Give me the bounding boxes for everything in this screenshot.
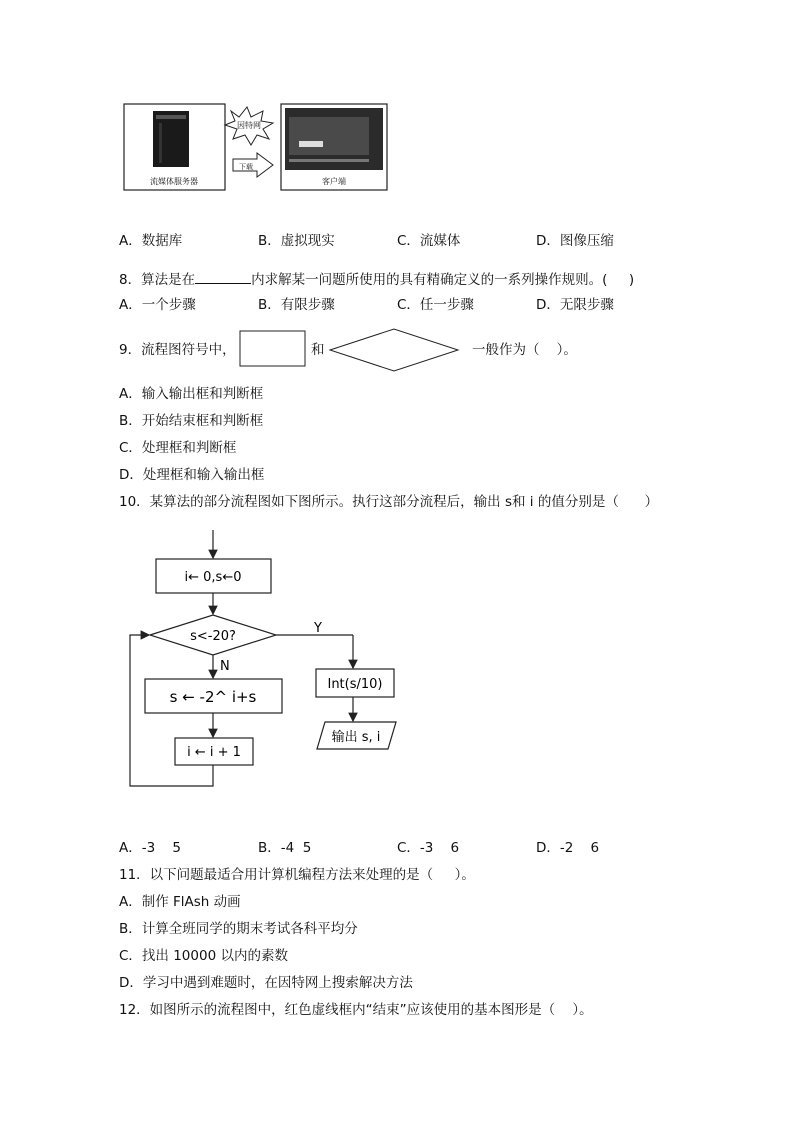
q7-option-a: A．数据库 — [119, 233, 183, 249]
flow-assign-s-text: s ← -2^ i+s — [169, 688, 257, 706]
q9-option-c: C．处理框和判断框 — [119, 440, 237, 456]
server-label: 流媒体服务器 — [150, 177, 198, 186]
q9-option-b: B．开始结束框和判断框 — [119, 413, 264, 429]
q9-option-d: D．处理框和输入输出框 — [119, 467, 265, 483]
q11-stem: 11．以下问题最适合用计算机编程方法来处理的是（ ）。 — [119, 867, 475, 883]
server-tower-icon — [153, 111, 189, 167]
flow-output-text: 输出 s, i — [331, 730, 381, 745]
q9-suffix: 一般作为（ ）。 — [472, 342, 577, 358]
streaming-media-figure — [123, 103, 388, 191]
process-box-symbol — [239, 330, 307, 368]
q8-stem — [119, 269, 634, 289]
q8-suffix: 内求解某一问题所使用的具有精确定义的一系列操作规则。( ) — [251, 272, 635, 288]
flow-int-text: Int(s/10) — [327, 677, 383, 692]
q7-option-b: B．虚拟现实 — [258, 233, 335, 249]
q7-option-c: C．流媒体 — [397, 233, 461, 249]
flow-init-text: i← 0,s←0 — [184, 570, 242, 585]
q8-option-b: B．有限步骤 — [258, 297, 335, 313]
flow-condition-text: s<-20? — [190, 629, 236, 644]
q8-prefix: 8．算法是在 — [119, 272, 196, 288]
q8-option-d: D．无限步骤 — [536, 297, 614, 313]
q11-option-b: B．计算全班同学的期末考试各科平均分 — [119, 921, 358, 937]
q9-prefix: 9．流程图符号中， — [119, 342, 236, 358]
flow-assign-i-text: i ← i + 1 — [187, 745, 241, 760]
q12-stem: 12．如图所示的流程图中，红色虚线框内“结束”应该使用的基本图形是（ ）。 — [119, 1002, 593, 1018]
internet-label: 因特网 — [237, 121, 261, 130]
q9-option-a: A．输入输出框和判断框 — [119, 386, 264, 402]
q10-option-b: B．-4 5 — [258, 840, 312, 856]
flow-no-label: N — [220, 659, 230, 674]
q7-option-d: D．图像压缩 — [536, 233, 614, 249]
q11-option-a: A．制作 FlAsh 动画 — [119, 894, 241, 910]
client-label: 客户端 — [322, 177, 346, 186]
q9-middle: 和 — [311, 342, 325, 358]
q10-flowchart — [120, 528, 410, 790]
q10-option-c: C．-3 6 — [397, 840, 460, 856]
q11-option-d: D．学习中遇到难题时，在因特网上搜索解决方法 — [119, 975, 413, 991]
q8-option-a: A．一个步骤 — [119, 297, 196, 313]
q8-blank — [195, 269, 251, 284]
decision-diamond-symbol — [328, 327, 460, 373]
download-label: 下载 — [239, 163, 253, 171]
flow-yes-label: Y — [314, 621, 322, 636]
streaming-media-diagram — [123, 103, 388, 191]
q10-option-d: D．-2 6 — [536, 840, 600, 856]
q10-option-a: A．-3 5 — [119, 840, 181, 856]
q10-stem: 10．某算法的部分流程图如下图所示。执行这部分流程后，输出 s和 i 的值分别是（ ） — [119, 494, 659, 510]
q11-option-c: C．找出 10000 以内的素数 — [119, 948, 288, 964]
q8-option-c: C．任一步骤 — [397, 297, 474, 313]
